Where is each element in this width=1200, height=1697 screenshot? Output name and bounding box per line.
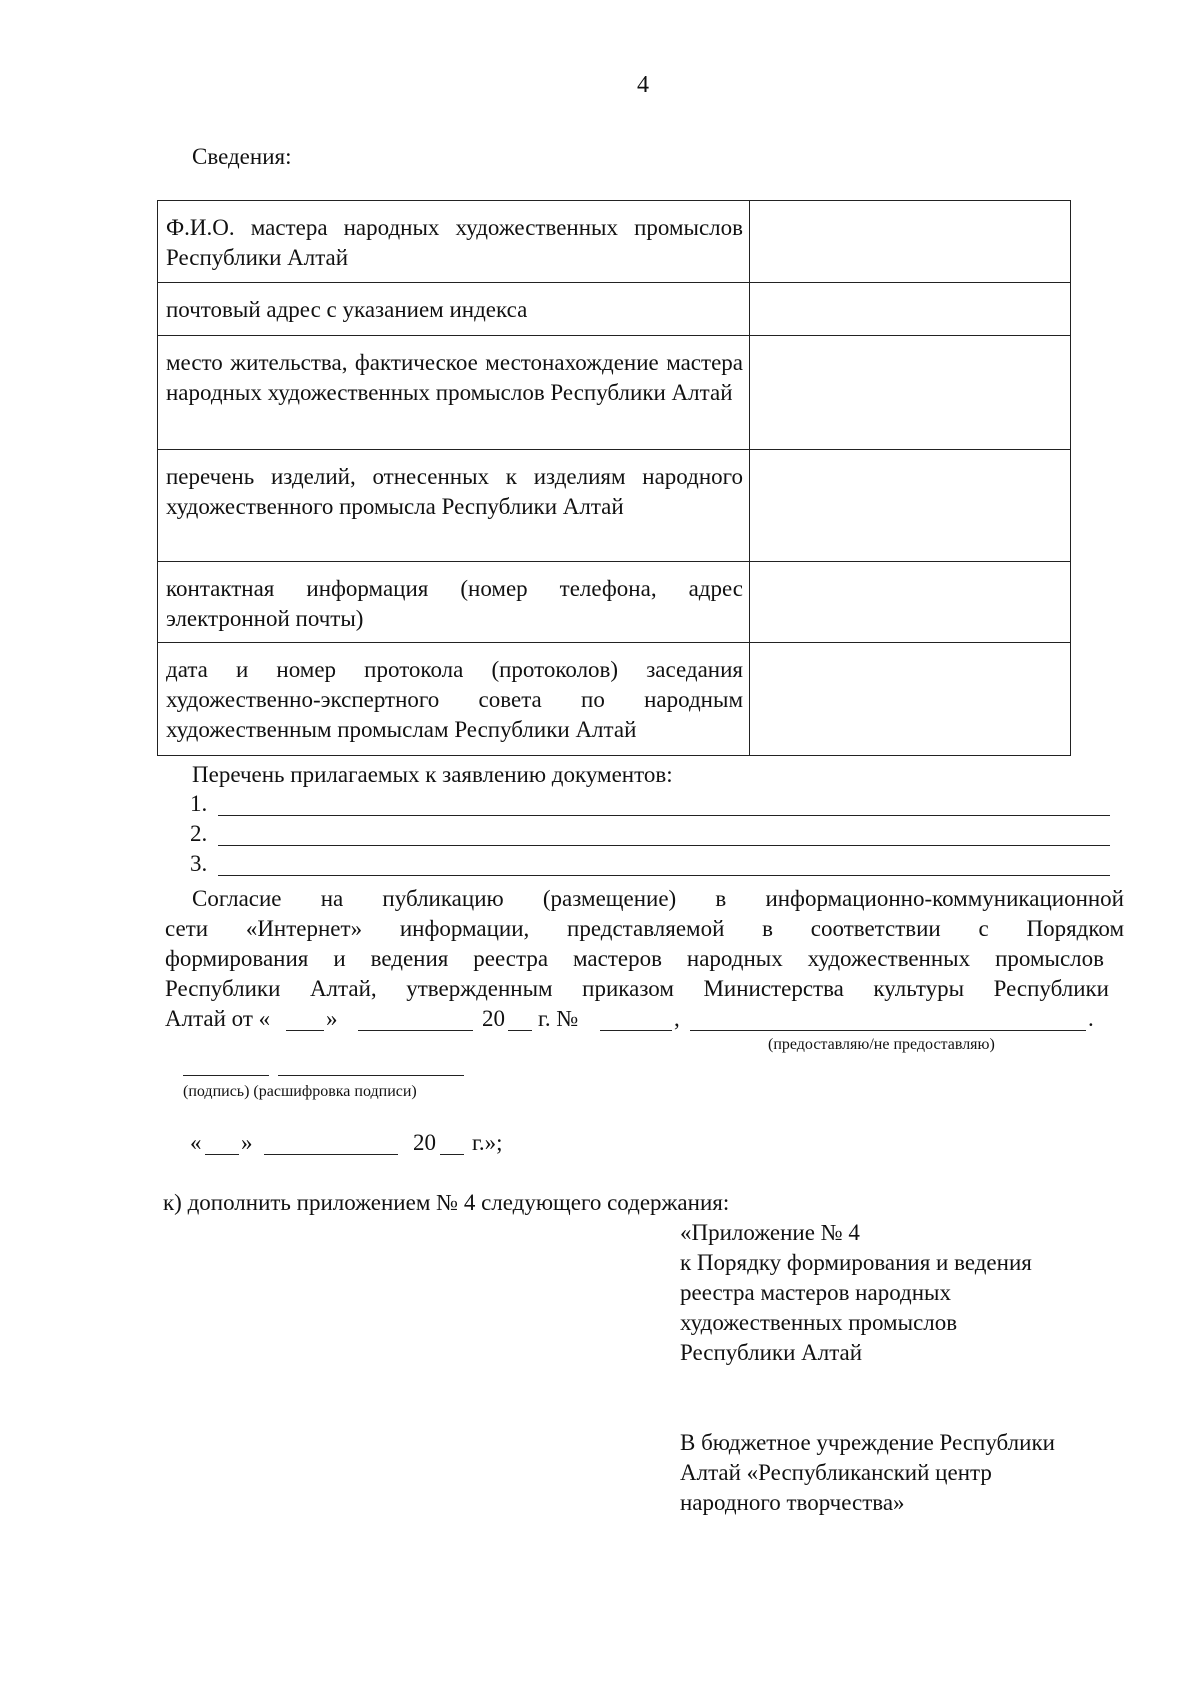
consent-year-suffix: г. № bbox=[538, 1006, 579, 1031]
documents-title: Перечень прилагаемых к заявлению документов: bbox=[192, 762, 673, 787]
signature-year-blank[interactable] bbox=[440, 1154, 464, 1155]
consent-choice-hint: (предоставляю/не предоставляю) bbox=[768, 1036, 995, 1053]
row-label-postal-address: почтовый адрес с указанием индекса bbox=[158, 283, 750, 336]
row-label-residence: место жительства, фактическое местонахождение мастера народных художественных промыслов Республики Алтай bbox=[158, 336, 750, 450]
document-line-2[interactable] bbox=[218, 845, 1110, 846]
table-row bbox=[158, 283, 1071, 336]
signature-name-line[interactable] bbox=[278, 1075, 464, 1076]
consent-month-blank[interactable] bbox=[358, 1030, 473, 1031]
signature-month-blank[interactable] bbox=[264, 1154, 398, 1155]
info-table bbox=[157, 200, 1071, 756]
consent-year-blank[interactable] bbox=[508, 1030, 532, 1031]
appendix-line: реестра мастеров народных bbox=[680, 1280, 951, 1305]
document-line-3[interactable] bbox=[218, 875, 1110, 876]
row-value-residence[interactable] bbox=[750, 336, 1071, 450]
consent-comma: , bbox=[674, 1006, 680, 1031]
consent-year: 20 bbox=[482, 1006, 505, 1031]
signature-date-open: « bbox=[190, 1130, 202, 1155]
table-row bbox=[158, 643, 1071, 756]
signature-day-blank[interactable] bbox=[205, 1154, 239, 1155]
document-item-number: 1. bbox=[190, 791, 208, 816]
consent-line: формирования и ведения реестра мастеров народных художественных промыслов bbox=[165, 946, 1104, 971]
consent-period: . bbox=[1088, 1006, 1094, 1031]
consent-number-blank[interactable] bbox=[600, 1030, 672, 1031]
signature-line[interactable] bbox=[183, 1075, 269, 1076]
row-value-postal-address[interactable] bbox=[750, 283, 1071, 336]
row-label-protocol: дата и номер протокола (протоколов) заседания художественно-экспертного совета по народным художественным промыслам Республики Алтай bbox=[158, 643, 750, 756]
addressee-line: народного творчества» bbox=[680, 1490, 905, 1515]
addressee-line: Алтай «Республиканский центр bbox=[680, 1460, 992, 1485]
row-value-contacts[interactable] bbox=[750, 562, 1071, 643]
consent-date-prefix: Алтай от « bbox=[165, 1006, 271, 1031]
consent-line: сети «Интернет» информации, представляемой в соответствии с Порядком bbox=[165, 916, 1124, 941]
row-value-products[interactable] bbox=[750, 450, 1071, 562]
signature-year-suffix: г.»; bbox=[472, 1130, 503, 1155]
table-row bbox=[158, 450, 1071, 562]
document-item-number: 3. bbox=[190, 851, 208, 876]
appendix-line: к Порядку формирования и ведения bbox=[680, 1250, 1032, 1275]
appendix-line: художественных промыслов bbox=[680, 1310, 958, 1335]
table-row bbox=[158, 336, 1071, 450]
appendix-line: «Приложение № 4 bbox=[680, 1220, 860, 1245]
signature-date-close: » bbox=[241, 1130, 253, 1155]
row-label-fio: Ф.И.О. мастера народных художественных промыслов Республики Алтай bbox=[158, 201, 750, 283]
section-heading: Сведения: bbox=[192, 144, 292, 169]
document-line-1[interactable] bbox=[218, 815, 1110, 816]
page-number: 4 bbox=[637, 72, 649, 98]
appendix-line: Республики Алтай bbox=[680, 1340, 863, 1365]
table-row bbox=[158, 562, 1071, 643]
amendment-text: к) дополнить приложением № 4 следующего содержания: bbox=[163, 1190, 730, 1215]
consent-day-blank[interactable] bbox=[286, 1030, 324, 1031]
consent-line: Согласие на публикацию (размещение) в информационно-коммуникационной bbox=[192, 886, 1124, 911]
consent-line: Республики Алтай, утвержденным приказом Министерства культуры Республики bbox=[165, 976, 1109, 1001]
signature-caption: (подпись) (расшифровка подписи) bbox=[183, 1083, 417, 1100]
row-value-fio[interactable] bbox=[750, 201, 1071, 283]
addressee-line: В бюджетное учреждение Республики bbox=[680, 1430, 1055, 1455]
signature-year: 20 bbox=[413, 1130, 436, 1155]
consent-choice-blank[interactable] bbox=[690, 1030, 1086, 1031]
table-row bbox=[158, 201, 1071, 283]
row-value-protocol[interactable] bbox=[750, 643, 1071, 756]
row-label-contacts: контактная информация (номер телефона, адрес электронной почты) bbox=[158, 562, 750, 643]
document-item-number: 2. bbox=[190, 821, 208, 846]
row-label-products: перечень изделий, отнесенных к изделиям народного художественного промысла Республики Алтай bbox=[158, 450, 750, 562]
consent-date-close: » bbox=[326, 1006, 338, 1031]
